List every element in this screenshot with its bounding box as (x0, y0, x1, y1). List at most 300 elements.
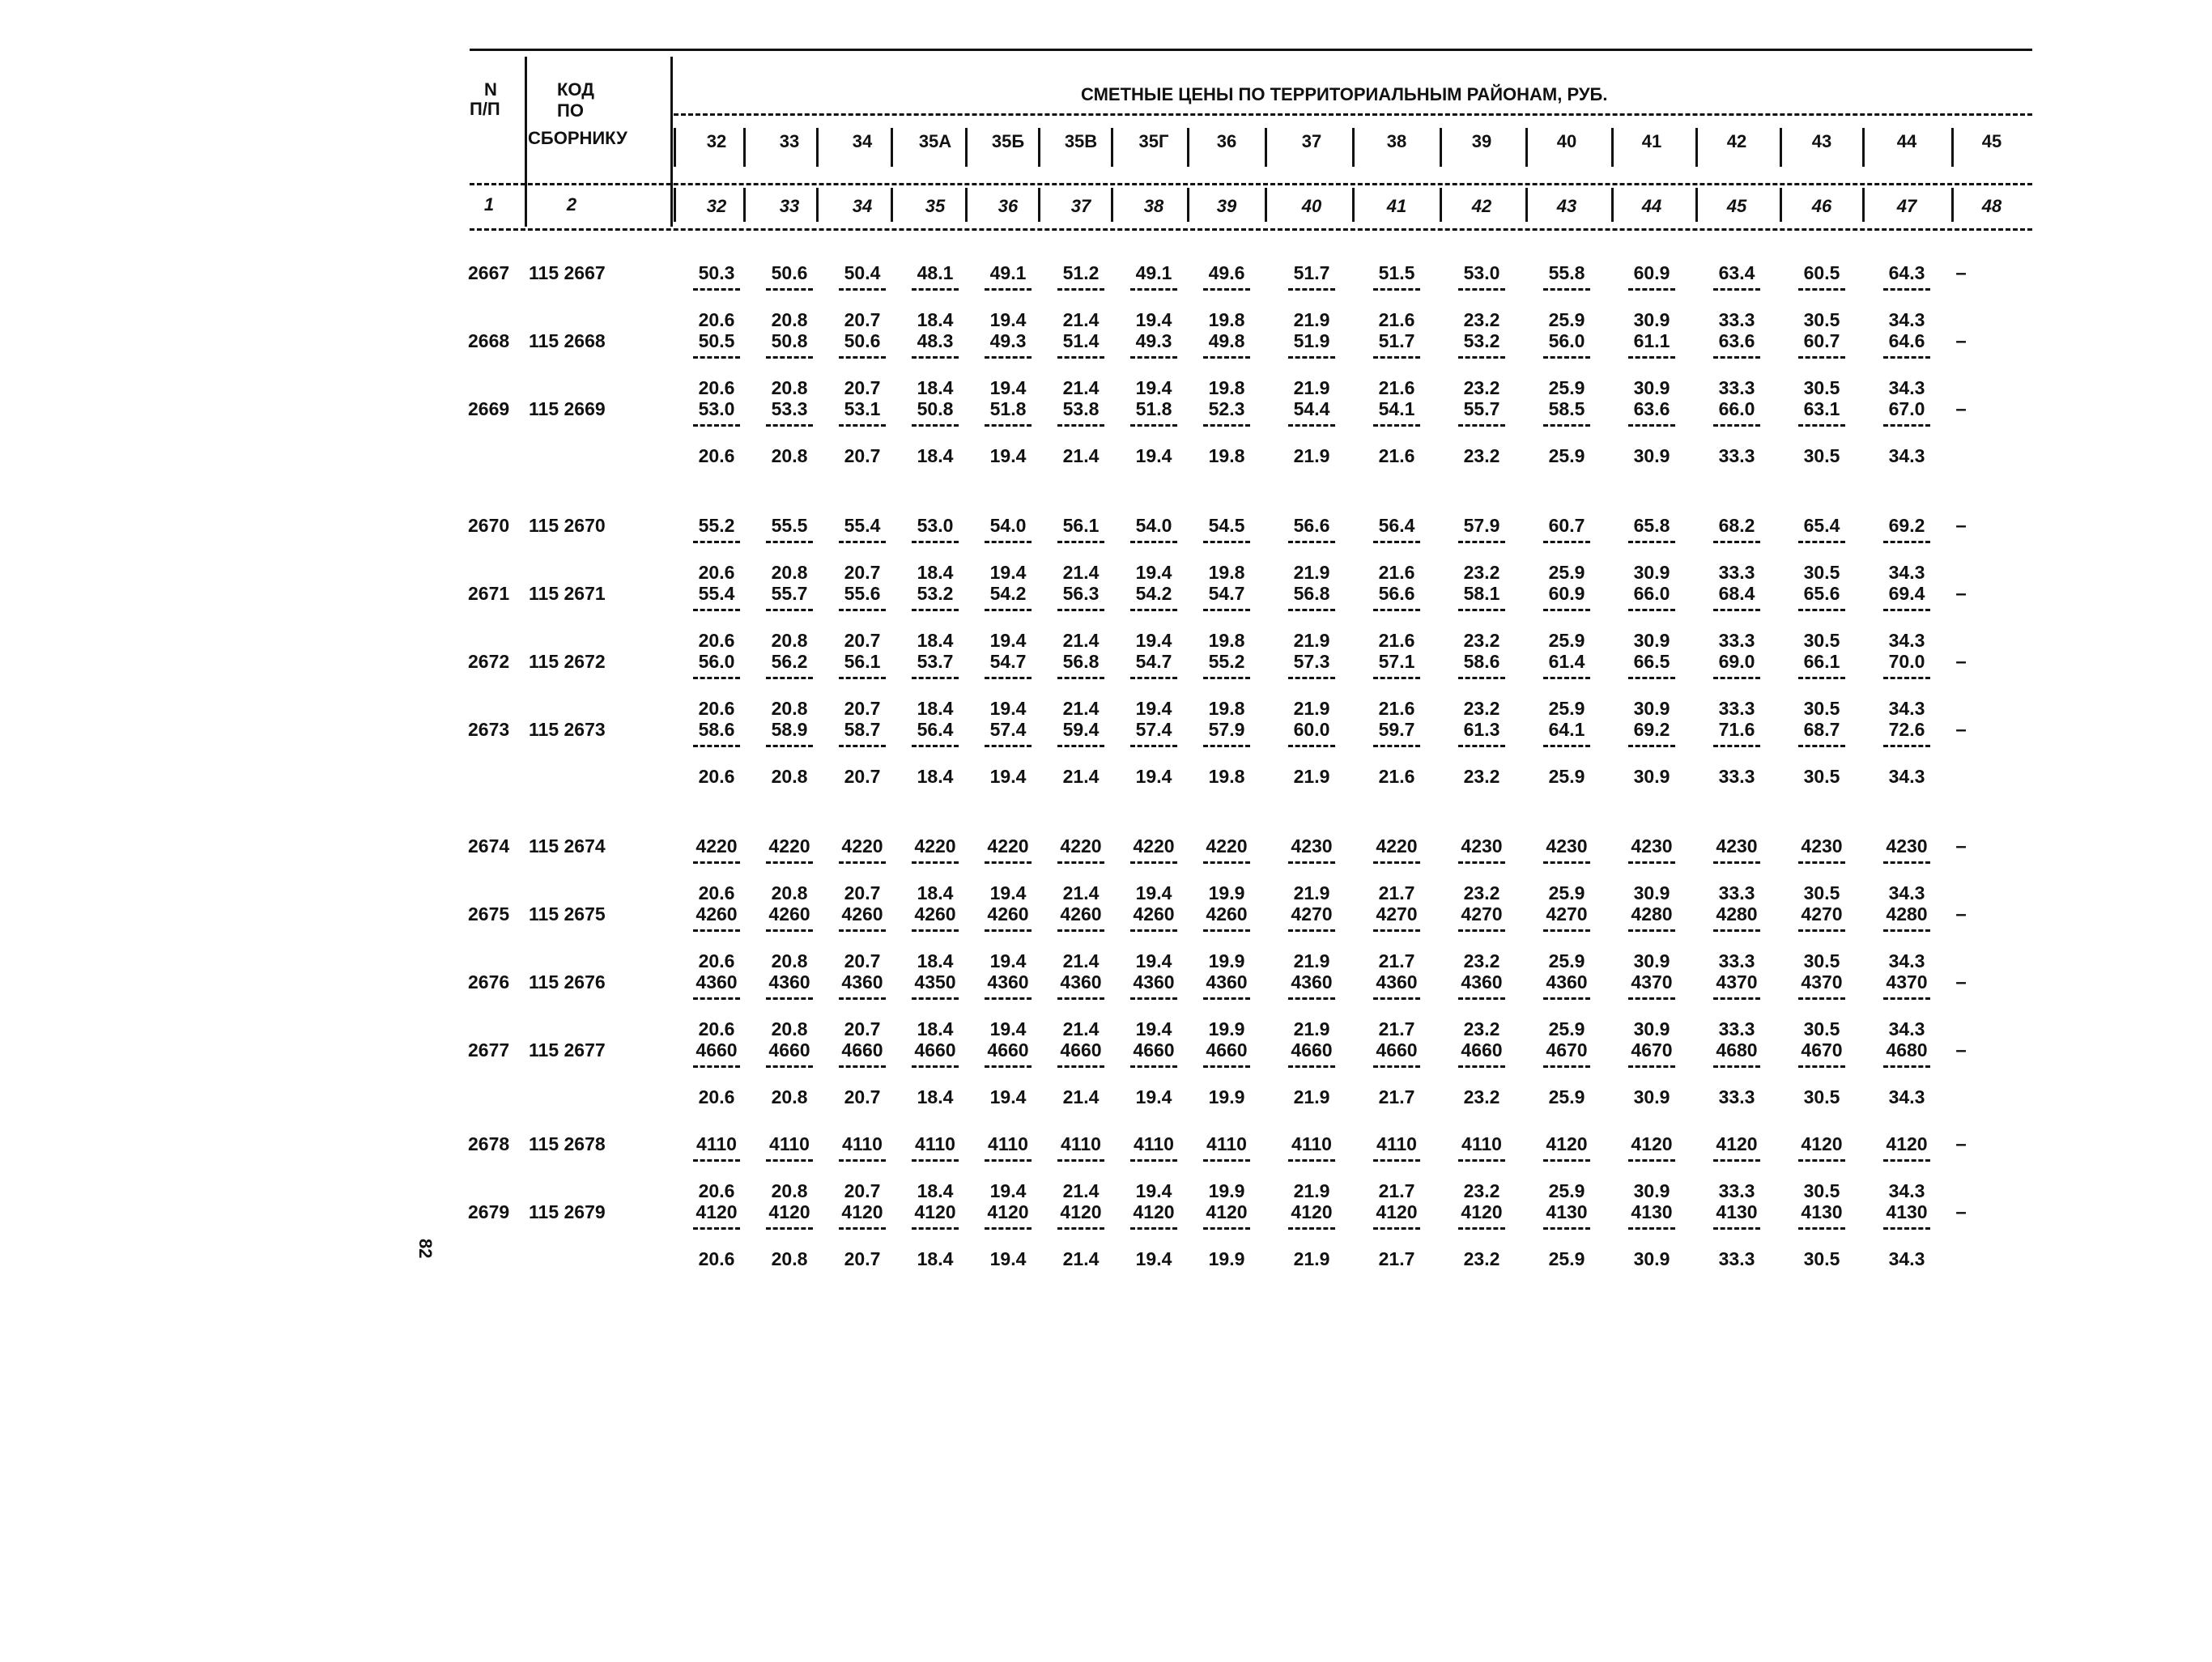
price-value: 4660 (696, 1039, 738, 1061)
district-divider (891, 128, 893, 167)
wage-value: 21.4 (1062, 698, 1100, 719)
wage-value: 30.9 (1633, 1180, 1670, 1201)
table-top-rule (470, 49, 2032, 51)
wage-value: 19.4 (989, 445, 1027, 466)
wage-value: 20.8 (771, 698, 808, 719)
fraction-line (1883, 745, 1930, 747)
fraction-line (985, 861, 1032, 864)
index-header-11: 43 (1556, 196, 1577, 216)
price-value: 4660 (1060, 1039, 1102, 1061)
empty-cell-dash: – (1955, 330, 1967, 352)
fraction-line (1203, 1227, 1250, 1230)
fraction-line (1798, 997, 1845, 1000)
wage-value: 19.4 (1135, 882, 1172, 903)
wage-value: 33.3 (1718, 882, 1755, 903)
price-value: 59.4 (1062, 719, 1100, 740)
fraction-line (693, 745, 740, 747)
fraction-line (1628, 1227, 1675, 1230)
wage-value: 21.4 (1062, 562, 1100, 583)
fraction-line (912, 1065, 959, 1068)
fraction-line (693, 424, 740, 427)
price-value: 4260 (768, 903, 810, 925)
wage-value: 30.9 (1633, 445, 1670, 466)
district-header-4: 35Б (991, 131, 1025, 151)
fraction-line (1883, 677, 1930, 679)
index-divider (1862, 188, 1865, 222)
price-value: 4230 (1631, 835, 1673, 857)
price-value: 4120 (1376, 1201, 1418, 1222)
row-code: 115 2672 (529, 651, 606, 672)
empty-cell-dash: – (1955, 719, 1967, 741)
fraction-line (1057, 1159, 1104, 1162)
price-value: 4110 (1061, 1133, 1101, 1154)
fraction-line (1373, 997, 1420, 1000)
wage-value: 20.6 (698, 950, 735, 971)
price-value: 56.6 (1378, 583, 1415, 604)
district-divider (816, 128, 819, 167)
fraction-line (1883, 1065, 1930, 1068)
wage-value: 19.4 (989, 882, 1027, 903)
price-value: 51.8 (1135, 398, 1172, 419)
fraction-line (1057, 1227, 1104, 1230)
fraction-line (1130, 609, 1177, 611)
empty-cell-dash: – (1955, 398, 1967, 420)
fraction-line (1543, 861, 1590, 864)
fraction-line (693, 861, 740, 864)
fraction-line (1543, 1065, 1590, 1068)
price-value: 4270 (1291, 903, 1333, 925)
price-value: 66.5 (1633, 651, 1670, 672)
district-header-14: 43 (1811, 131, 1832, 151)
fraction-line (839, 929, 886, 932)
price-value: 4260 (696, 903, 738, 925)
wage-value: 20.7 (844, 882, 881, 903)
wage-value: 20.7 (844, 445, 881, 466)
fraction-line (985, 288, 1032, 291)
fraction-line (1057, 929, 1104, 932)
index-divider (1265, 188, 1267, 222)
price-value: 49.1 (989, 262, 1027, 283)
price-value: 4360 (1133, 971, 1175, 993)
fraction-line (912, 1227, 959, 1230)
price-value: 50.5 (698, 330, 735, 351)
fraction-line (1288, 541, 1335, 543)
price-value: 54.0 (989, 515, 1027, 536)
fraction-line (1798, 609, 1845, 611)
district-header-8: 37 (1301, 131, 1322, 151)
price-value: 51.2 (1062, 262, 1100, 283)
price-value: 4130 (1886, 1201, 1928, 1222)
wage-value: 19.4 (989, 562, 1027, 583)
price-value: 4260 (1133, 903, 1175, 925)
price-value: 4670 (1801, 1039, 1843, 1061)
index-divider (1111, 188, 1113, 222)
wage-value: 20.7 (844, 630, 881, 651)
wage-value: 23.2 (1463, 882, 1500, 903)
price-value: 54.7 (989, 651, 1027, 672)
fraction-line (1288, 288, 1335, 291)
wage-value: 21.6 (1378, 698, 1415, 719)
wage-value: 30.5 (1803, 1248, 1840, 1269)
price-value: 4130 (1546, 1201, 1588, 1222)
fraction-line (1713, 929, 1760, 932)
fraction-line (1458, 1227, 1505, 1230)
wage-value: 20.6 (698, 562, 735, 583)
wage-value: 19.4 (1135, 950, 1172, 971)
wage-value: 30.5 (1803, 1086, 1840, 1107)
empty-cell-dash: – (1955, 651, 1967, 673)
wage-value: 20.6 (698, 698, 735, 719)
fraction-line (1057, 288, 1104, 291)
wage-value: 25.9 (1548, 950, 1585, 971)
price-value: 4260 (1206, 903, 1248, 925)
fraction-line (766, 356, 813, 359)
fraction-line (1713, 424, 1760, 427)
price-value: 4260 (841, 903, 883, 925)
price-value: 56.0 (1548, 330, 1585, 351)
fraction-line (1628, 997, 1675, 1000)
price-value: 51.9 (1293, 330, 1330, 351)
wage-value: 20.8 (771, 1018, 808, 1039)
index-header-10: 42 (1471, 196, 1492, 216)
fraction-line (1628, 1159, 1675, 1162)
fraction-line (1373, 1227, 1420, 1230)
fraction-line (1628, 424, 1675, 427)
wage-value: 30.5 (1803, 1018, 1840, 1039)
price-value: 4260 (914, 903, 956, 925)
index-col1: 1 (483, 194, 495, 215)
fraction-line (766, 1065, 813, 1068)
price-value: 4120 (914, 1201, 956, 1222)
fraction-line (985, 1159, 1032, 1162)
row-code: 115 2677 (529, 1039, 606, 1061)
fraction-line (1288, 677, 1335, 679)
price-value: 70.0 (1888, 651, 1925, 672)
fraction-line (1713, 609, 1760, 611)
index-divider (891, 188, 893, 222)
price-value: 51.4 (1062, 330, 1100, 351)
fraction-line (912, 424, 959, 427)
fraction-line (1883, 609, 1930, 611)
price-value: 68.2 (1718, 515, 1755, 536)
wage-value: 33.3 (1718, 1018, 1755, 1039)
empty-cell-dash: – (1955, 262, 1967, 284)
fraction-line (693, 1065, 740, 1068)
fraction-line (1713, 356, 1760, 359)
row-code: 115 2673 (529, 719, 606, 740)
fraction-line (1057, 861, 1104, 864)
wage-value: 20.7 (844, 950, 881, 971)
fraction-line (1713, 541, 1760, 543)
fraction-line (985, 356, 1032, 359)
price-value: 4110 (915, 1133, 955, 1154)
fraction-line (1203, 861, 1250, 864)
wage-value: 20.8 (771, 562, 808, 583)
price-value: 4110 (1461, 1133, 1502, 1154)
wage-value: 20.6 (698, 1018, 735, 1039)
price-value: 51.7 (1293, 262, 1330, 283)
fraction-line (1373, 861, 1420, 864)
price-value: 63.4 (1718, 262, 1755, 283)
wage-value: 30.9 (1633, 309, 1670, 330)
price-value: 57.4 (989, 719, 1027, 740)
district-header-10: 39 (1471, 131, 1492, 151)
wage-value: 19.4 (989, 950, 1027, 971)
price-value: 4360 (768, 971, 810, 993)
wage-value: 19.4 (989, 1086, 1027, 1107)
fraction-line (1288, 1227, 1335, 1230)
fraction-line (1288, 1065, 1335, 1068)
price-value: 55.6 (844, 583, 881, 604)
price-value: 54.1 (1378, 398, 1415, 419)
row-number: 2673 (468, 719, 510, 740)
fraction-line (1288, 1159, 1335, 1162)
wage-value: 21.9 (1293, 1248, 1330, 1269)
fraction-line (839, 997, 886, 1000)
wage-value: 21.7 (1378, 1086, 1415, 1107)
fraction-line (1130, 541, 1177, 543)
wage-value: 21.9 (1293, 630, 1330, 651)
wage-value: 21.4 (1062, 1180, 1100, 1201)
wage-value: 21.4 (1062, 1018, 1100, 1039)
wage-value: 21.4 (1062, 630, 1100, 651)
fraction-line (1543, 677, 1590, 679)
header-divider-2 (670, 57, 673, 227)
fraction-line (1883, 424, 1930, 427)
row-code: 115 2676 (529, 971, 606, 993)
wage-value: 20.7 (844, 698, 881, 719)
wage-value: 23.2 (1463, 1180, 1500, 1201)
fraction-line (839, 745, 886, 747)
price-value: 55.7 (771, 583, 808, 604)
price-value: 65.8 (1633, 515, 1670, 536)
wage-value: 18.4 (917, 882, 954, 903)
fraction-line (839, 356, 886, 359)
empty-cell-dash: – (1955, 1201, 1967, 1223)
wage-value: 19.4 (989, 630, 1027, 651)
fraction-line (1713, 1065, 1760, 1068)
empty-cell-dash: – (1955, 903, 1967, 925)
wage-value: 20.6 (698, 1248, 735, 1269)
price-value: 4110 (1376, 1133, 1417, 1154)
row-number: 2672 (468, 651, 510, 672)
price-value: 53.1 (844, 398, 881, 419)
wage-value: 20.6 (698, 1086, 735, 1107)
price-value: 4370 (1886, 971, 1928, 993)
fraction-line (1543, 997, 1590, 1000)
row-number: 2668 (468, 330, 510, 351)
row-code: 115 2669 (529, 398, 606, 419)
fraction-line (1543, 929, 1590, 932)
fraction-line (1543, 356, 1590, 359)
fraction-line (839, 1227, 886, 1230)
price-value: 4230 (1291, 835, 1333, 857)
price-value: 4270 (1461, 903, 1503, 925)
fraction-line (1798, 288, 1845, 291)
fraction-line (1458, 541, 1505, 543)
header-divider-1 (525, 57, 527, 227)
index-divider (1695, 188, 1698, 222)
index-header-0: 32 (706, 196, 727, 216)
wage-value: 30.9 (1633, 766, 1670, 787)
price-value: 53.3 (771, 398, 808, 419)
header-col2-line2: ПО (557, 100, 584, 121)
empty-cell-dash: – (1955, 1039, 1967, 1061)
district-header-2: 34 (852, 131, 873, 151)
wage-value: 20.7 (844, 309, 881, 330)
price-value: 60.0 (1293, 719, 1330, 740)
price-value: 4670 (1546, 1039, 1588, 1061)
index-col2: 2 (566, 194, 577, 215)
wage-value: 20.8 (771, 630, 808, 651)
price-value: 67.0 (1888, 398, 1925, 419)
price-value: 4130 (1631, 1201, 1673, 1222)
fraction-line (766, 288, 813, 291)
district-divider (1111, 128, 1113, 167)
wage-value: 23.2 (1463, 950, 1500, 971)
fraction-line (693, 929, 740, 932)
wage-value: 18.4 (917, 377, 954, 398)
fraction-line (1203, 997, 1250, 1000)
price-value: 4120 (1546, 1133, 1588, 1154)
price-value: 54.7 (1135, 651, 1172, 672)
wage-value: 19.8 (1208, 377, 1245, 398)
fraction-line (1628, 541, 1675, 543)
fraction-line (912, 288, 959, 291)
wage-value: 19.8 (1208, 630, 1245, 651)
price-value: 64.6 (1888, 330, 1925, 351)
fraction-line (1288, 997, 1335, 1000)
wage-value: 25.9 (1548, 766, 1585, 787)
price-value: 55.2 (698, 515, 735, 536)
fraction-line (1543, 288, 1590, 291)
fraction-line (1543, 745, 1590, 747)
wage-value: 19.4 (989, 1180, 1027, 1201)
fraction-line (912, 609, 959, 611)
wage-value: 34.3 (1888, 1018, 1925, 1039)
fraction-line (1057, 997, 1104, 1000)
price-value: 55.4 (698, 583, 735, 604)
row-code: 115 2675 (529, 903, 606, 925)
fraction-line (1543, 1227, 1590, 1230)
price-value: 4360 (696, 971, 738, 993)
fraction-line (1458, 424, 1505, 427)
wage-value: 19.4 (989, 1018, 1027, 1039)
price-value: 54.7 (1208, 583, 1245, 604)
price-value: 53.0 (1463, 262, 1500, 283)
fraction-line (1057, 745, 1104, 747)
fraction-line (1883, 1227, 1930, 1230)
price-value: 4120 (768, 1201, 810, 1222)
price-value: 4680 (1886, 1039, 1928, 1061)
wage-value: 23.2 (1463, 630, 1500, 651)
wage-value: 21.6 (1378, 766, 1415, 787)
fraction-line (1203, 677, 1250, 679)
wage-value: 33.3 (1718, 1248, 1755, 1269)
fraction-line (1458, 609, 1505, 611)
empty-cell-dash: – (1955, 971, 1967, 993)
price-value: 60.9 (1633, 262, 1670, 283)
wage-value: 34.3 (1888, 882, 1925, 903)
index-divider (1038, 188, 1040, 222)
fraction-line (1798, 929, 1845, 932)
wage-value: 19.4 (1135, 1248, 1172, 1269)
price-value: 69.0 (1718, 651, 1755, 672)
wage-value: 21.9 (1293, 698, 1330, 719)
wage-value: 30.5 (1803, 377, 1840, 398)
price-value: 4120 (1801, 1133, 1843, 1154)
price-value: 56.8 (1062, 651, 1100, 672)
price-value: 4120 (1886, 1133, 1928, 1154)
fraction-line (1203, 1159, 1250, 1162)
wage-value: 19.4 (1135, 445, 1172, 466)
wage-value: 21.4 (1062, 1248, 1100, 1269)
price-value: 49.3 (989, 330, 1027, 351)
wage-value: 21.4 (1062, 377, 1100, 398)
fraction-line (985, 1227, 1032, 1230)
index-divider (1951, 188, 1954, 222)
wage-value: 20.6 (698, 377, 735, 398)
price-value: 53.8 (1062, 398, 1100, 419)
price-value: 51.7 (1378, 330, 1415, 351)
price-value: 4220 (914, 835, 956, 857)
district-divider (674, 128, 676, 167)
price-value: 4110 (988, 1133, 1028, 1154)
price-value: 57.9 (1463, 515, 1500, 536)
fraction-line (1057, 1065, 1104, 1068)
wage-value: 34.3 (1888, 630, 1925, 651)
wage-value: 18.4 (917, 445, 954, 466)
price-value: 4130 (1716, 1201, 1758, 1222)
district-header-13: 42 (1726, 131, 1747, 151)
price-value: 4360 (1060, 971, 1102, 993)
price-value: 4120 (1133, 1201, 1175, 1222)
district-divider (1862, 128, 1865, 167)
wage-value: 34.3 (1888, 1180, 1925, 1201)
district-divider (1611, 128, 1614, 167)
wage-value: 23.2 (1463, 377, 1500, 398)
fraction-line (839, 424, 886, 427)
wage-value: 25.9 (1548, 630, 1585, 651)
fraction-line (1458, 356, 1505, 359)
fraction-line (1798, 1159, 1845, 1162)
fraction-line (1130, 997, 1177, 1000)
fraction-line (1883, 861, 1930, 864)
wage-value: 19.4 (1135, 766, 1172, 787)
row-code: 115 2667 (529, 262, 606, 283)
district-divider (1038, 128, 1040, 167)
fraction-line (1203, 929, 1250, 932)
wage-value: 21.9 (1293, 377, 1330, 398)
price-value: 57.4 (1135, 719, 1172, 740)
price-value: 61.4 (1548, 651, 1585, 672)
fraction-line (1288, 745, 1335, 747)
wage-value: 21.4 (1062, 1086, 1100, 1107)
fraction-line (1628, 356, 1675, 359)
price-value: 4660 (841, 1039, 883, 1061)
fraction-line (766, 1227, 813, 1230)
wage-value: 34.3 (1888, 766, 1925, 787)
price-value: 57.3 (1293, 651, 1330, 672)
fraction-line (985, 424, 1032, 427)
wage-value: 19.4 (1135, 562, 1172, 583)
fraction-line (1713, 745, 1760, 747)
price-value: 4270 (1546, 903, 1588, 925)
wage-value: 19.4 (1135, 1180, 1172, 1201)
wage-value: 20.7 (844, 377, 881, 398)
price-value: 4220 (1060, 835, 1102, 857)
price-value: 69.2 (1633, 719, 1670, 740)
